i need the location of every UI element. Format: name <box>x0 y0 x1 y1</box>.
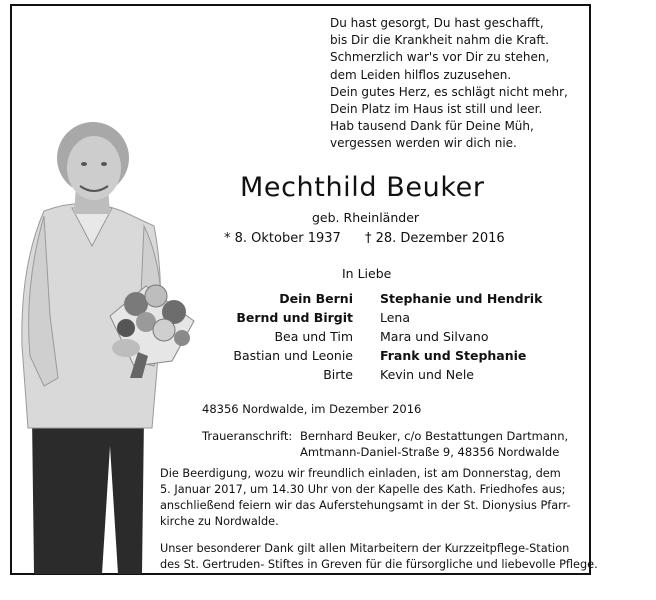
thanks-note <box>160 541 600 573</box>
address-line: Bernhard Beuker, c/o Bestattungen Dartmann, <box>300 429 569 443</box>
obituary-frame <box>10 4 598 575</box>
death-date: † 28. Dezember 2016 <box>364 231 505 246</box>
place-and-date: 48356 Nordwalde, im Dezember 2016 <box>202 402 422 416</box>
deceased-name: Mechthild Beuker <box>240 172 485 203</box>
in-liebe-heading: In Liebe <box>342 266 392 281</box>
birth-date: * 8. Oktober 1937 <box>224 231 341 246</box>
poem-line: Du hast gesorgt, Du hast geschafft, <box>330 16 544 30</box>
family-member: Kevin und Nele <box>380 367 474 382</box>
address-label: Traueranschrift: <box>202 429 293 443</box>
funeral-line: 5. Januar 2017, um 14.30 Uhr von der Kapelle des Kath. Friedhofes aus; <box>160 483 566 496</box>
family-member: Stephanie und Hendrik <box>380 291 543 306</box>
life-dates <box>224 231 505 246</box>
family-member: Frank und Stephanie <box>380 348 527 363</box>
family-member: Bea und Tim <box>274 329 353 344</box>
address-line: Amtmann-Daniel-Straße 9, 48356 Nordwalde <box>300 445 560 459</box>
family-member: Dein Berni <box>279 291 353 306</box>
funeral-line: anschließend feiern wir das Auferstehungsamt in der St. Dionysius Pfarr- <box>160 499 571 512</box>
mourning-address <box>202 428 568 460</box>
poem <box>330 15 592 153</box>
funeral-notice <box>160 466 600 530</box>
family-member: Bernd und Birgit <box>236 310 353 325</box>
funeral-line: kirche zu Nordwalde. <box>160 515 279 528</box>
poem-line: Dein gutes Herz, es schlägt nicht mehr, <box>330 84 568 99</box>
poem-line: Hab tausend Dank für Deine Müh, <box>330 119 534 134</box>
poem-line: dem Leiden hilflos zuzusehen. <box>330 67 512 82</box>
family-member: Bastian und Leonie <box>233 348 353 363</box>
thanks-line: des St. Gertruden- Stiftes in Greven für die fürsorgliche und liebevolle Pflege. <box>160 558 598 571</box>
poem-line: Dein Platz im Haus ist still und leer. <box>330 102 543 117</box>
maiden-name: geb. Rheinländer <box>312 210 420 225</box>
family-list-right <box>380 289 542 384</box>
family-member: Lena <box>380 310 411 325</box>
family-member: Birte <box>323 367 353 382</box>
funeral-line: Die Beerdigung, wozu wir freundlich einladen, ist am Donnerstag, dem <box>160 467 561 480</box>
family-list-left <box>233 289 353 384</box>
thanks-line: Unser besonderer Dank gilt allen Mitarbeitern der Kurzzeitpflege-Station <box>160 542 570 555</box>
poem-line: vergessen werden wir dich nie. <box>330 136 517 151</box>
family-member: Mara und Silvano <box>380 329 489 344</box>
poem-line: Schmerzlich war's vor Dir zu stehen, <box>330 50 550 65</box>
poem-line: bis Dir die Krankheit nahm die Kraft. <box>330 33 549 48</box>
